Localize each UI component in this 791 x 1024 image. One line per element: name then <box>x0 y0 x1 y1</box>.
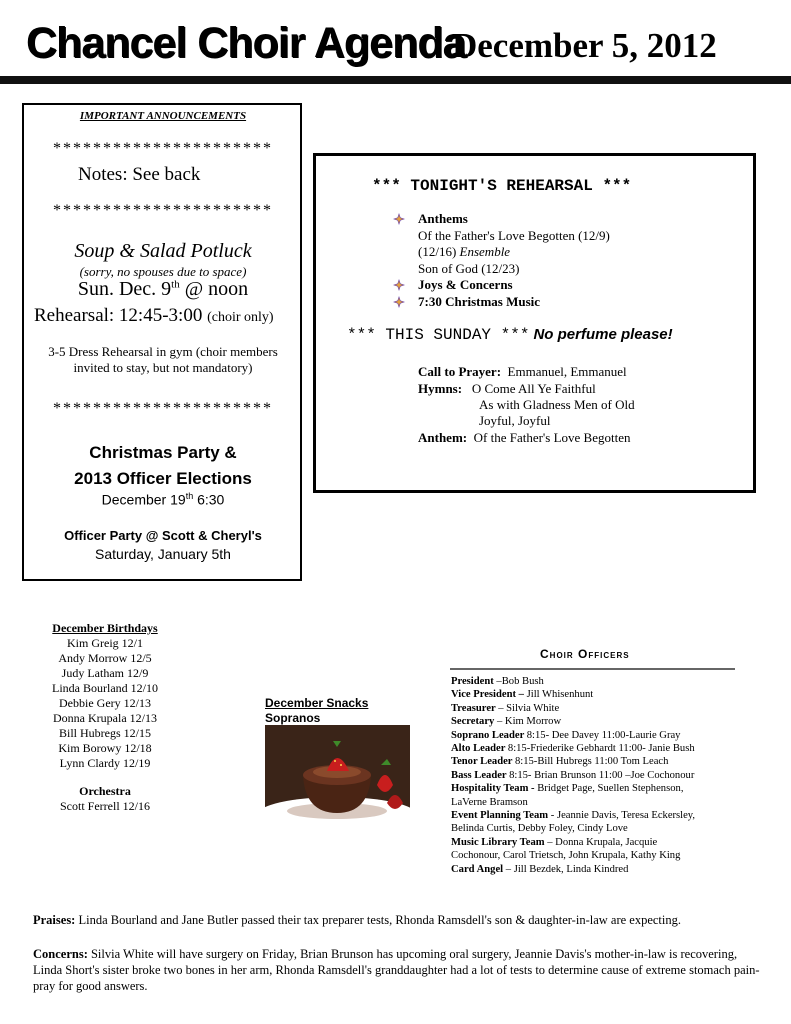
list-item: Kim Greig 12/1 <box>67 636 143 650</box>
officer-value: - Jeannie Davis, Teresa Eckersley, <box>550 810 696 822</box>
party-heading-2: 2013 Officer Elections <box>74 469 252 488</box>
dessert-photo <box>265 725 410 822</box>
list-item <box>451 702 751 715</box>
list-item: Judy Latham 12/9 <box>61 666 149 680</box>
list-item <box>451 742 751 755</box>
officer-value: 8:15-Friederike Gebhardt 11:00- Janie Bush <box>507 743 695 755</box>
hymn-3: Joyful, Joyful <box>479 413 551 428</box>
anthem-line-2 <box>418 244 510 260</box>
list-item <box>451 782 751 795</box>
anthem-line-2-ensemble: Ensemble <box>459 244 511 259</box>
this-sunday-line <box>347 326 673 344</box>
officer-label: Vice President – <box>451 689 527 701</box>
dress-rehearsal-note <box>24 344 302 376</box>
list-item <box>451 863 751 876</box>
list-item <box>451 836 751 849</box>
rehearsal-time <box>34 305 274 327</box>
officer-label: Event Planning Team <box>451 810 551 822</box>
officer-value: 8:15-Bill Hubregs 11:00 Tom Leach <box>514 756 669 768</box>
potluck-date-text: Sun. Dec. 9 <box>77 278 172 300</box>
list-item: Debbie Gery 12/13 <box>59 696 151 710</box>
call-label: Call to Prayer: <box>418 364 502 379</box>
anthem-label: Anthem: <box>418 430 468 445</box>
officer-label: Soprano Leader <box>451 729 527 741</box>
list-item: Bill Hubregs 12/15 <box>59 726 151 740</box>
officer-party-heading: Officer Party @ Scott & Cheryl's <box>64 528 262 543</box>
party-date-sup: th <box>185 491 194 501</box>
list-item <box>451 769 751 782</box>
hymn-1: O Come All Ye Faithful <box>471 381 596 396</box>
hymns-label: Hymns: <box>418 381 463 396</box>
hymn-2: As with Gladness Men of Old <box>479 397 635 412</box>
party-date <box>24 491 302 508</box>
hymns <box>418 381 596 397</box>
party-heading-1: Christmas Party & <box>89 443 237 462</box>
announcements-heading: IMPORTANT ANNOUNCEMENTS <box>79 110 247 122</box>
snacks-heading: December Snacks <box>265 696 369 710</box>
orchestra-heading: Orchestra <box>79 784 131 798</box>
snacks-group: Sopranos <box>265 711 321 725</box>
anthem-line-3: Son of God (12/23) <box>418 261 520 276</box>
notes-line: Notes: See back <box>78 164 201 185</box>
list-item <box>451 715 751 728</box>
officer-value: – Kim Morrow <box>496 716 562 728</box>
list-item <box>451 849 751 862</box>
officer-label: Bass Leader <box>451 769 510 781</box>
christmas-music: 7:30 Christmas Music <box>418 294 541 309</box>
tonight-heading: *** TONIGHT'S REHEARSAL *** <box>372 177 632 195</box>
officer-label: Secretary <box>451 716 497 728</box>
star-bullet-icon <box>393 296 405 308</box>
officer-label: Tenor Leader <box>451 756 515 768</box>
list-item <box>451 688 751 701</box>
potluck-date-sup: th <box>171 278 180 291</box>
anthem-value: Of the Father's Love Begotten <box>473 430 631 445</box>
list-item: Lynn Clardy 12/19 <box>59 756 151 770</box>
star-bullet-icon <box>393 279 405 291</box>
officer-value: – Silvia White <box>498 702 560 714</box>
stars-divider: ********************** <box>53 140 273 157</box>
list-item: Linda Bourland 12/10 <box>52 681 158 695</box>
officer-value: Cochonour, Carol Trietsch, John Krupala, Kathy King <box>451 850 681 862</box>
officer-value: – Donna Krupala, Jacquie <box>547 836 658 848</box>
list-item: Andy Morrow 12/5 <box>58 651 152 665</box>
agenda-date: December 5, 2012 <box>452 26 717 65</box>
officers-heading: Choir Officers <box>540 647 630 661</box>
party-date-text: December 19 <box>101 491 186 508</box>
anthem-line-1: Of the Father's Love Begotten (12/9) <box>418 228 610 243</box>
list-item <box>451 755 751 768</box>
stars-divider: ********************** <box>53 202 273 219</box>
dress-line-2: invited to stay, but not mandatory) <box>73 360 253 375</box>
anthem-sunday <box>418 430 630 446</box>
perfume-note: No perfume please! <box>533 326 673 343</box>
officer-value: – Jill Bezdek, Linda Kindred <box>505 863 629 875</box>
officer-label: Music Library Team <box>451 836 548 848</box>
officer-value: 8:15- Brian Brunson 11:00 –Joe Cochonour <box>509 769 695 781</box>
anthem-line-2-date: (12/16) <box>418 244 460 259</box>
list-item <box>451 796 751 809</box>
birthdays-heading: December Birthdays <box>52 621 158 635</box>
officer-label: Alto Leader <box>451 743 508 755</box>
joys-concerns: Joys & Concerns <box>418 277 513 292</box>
officer-party-date: Saturday, January 5th <box>95 546 231 562</box>
officer-label: Card Angel <box>451 863 506 875</box>
page-title: Chancel Choir Agenda <box>27 20 467 68</box>
potluck-title: Soup & Salad Potluck <box>74 240 252 262</box>
potluck-note: (sorry, no spouses due to space) <box>79 264 247 279</box>
officer-value: 8:15- Dee Davey 11:00-Laurie Gray <box>526 729 681 741</box>
officer-value: –Bob Bush <box>496 676 544 687</box>
call-to-prayer <box>418 364 627 380</box>
officer-value: LaVerne Bramson <box>451 796 528 808</box>
officer-label: Treasurer <box>451 702 499 714</box>
rehearsal-text: Rehearsal: 12:45-3:00 <box>34 305 203 326</box>
anthems-label: Anthems <box>418 211 468 226</box>
list-item <box>451 822 751 835</box>
list-item: Donna Krupala 12/13 <box>53 711 157 725</box>
list-item <box>451 729 751 742</box>
list-item <box>451 675 751 688</box>
officer-label: Hospitality Team - <box>451 783 538 795</box>
praises-paragraph <box>33 912 763 928</box>
header-rule <box>0 76 791 84</box>
rehearsal-note: (choir only) <box>207 310 274 325</box>
dress-line-1: 3-5 Dress Rehearsal in gym (choir members <box>48 344 278 359</box>
concerns-label: Concerns: <box>33 947 88 961</box>
officer-label: President <box>451 676 497 687</box>
list-item <box>451 809 751 822</box>
stars-divider: ********************** <box>53 400 273 417</box>
potluck-date <box>24 278 302 301</box>
list-item: Kim Borowy 12/18 <box>58 741 152 755</box>
star-bullet-icon <box>393 213 405 225</box>
officer-value: Bridget Page, Suellen Stephenson, <box>537 783 684 795</box>
orchestra-item: Scott Ferrell 12/16 <box>60 799 150 813</box>
officer-value: Jill Whisenhunt <box>526 689 594 701</box>
call-value: Emmanuel, Emmanuel <box>507 364 627 379</box>
officers-rule <box>450 668 735 670</box>
officer-value: Belinda Curtis, Debby Foley, Cindy Love <box>451 823 628 835</box>
this-sunday-heading: *** THIS SUNDAY *** <box>347 326 530 344</box>
party-date-time: 6:30 <box>193 491 225 508</box>
officers-list <box>451 675 751 876</box>
birthday-list <box>30 636 180 771</box>
praises-text: Linda Bourland and Jane Butler passed their tax preparer tests, Rhonda Ramsdell's son & daughter-in-law are expecting. <box>75 913 682 927</box>
potluck-date-time: @ noon <box>179 278 249 300</box>
praises-label: Praises: <box>33 913 76 927</box>
concerns-paragraph <box>33 946 763 994</box>
concerns-text: Silvia White will have surgery on Friday, Brian Brunson has upcoming oral surgery, Jeannie Davis's mother-in-law is recovering, Linda Short's sister broke two bones in her arm, Rhonda Ramsdell's granddaughter had a lot of tests to determine cause of extreme stomach pain-pray for good answers. <box>33 947 760 993</box>
